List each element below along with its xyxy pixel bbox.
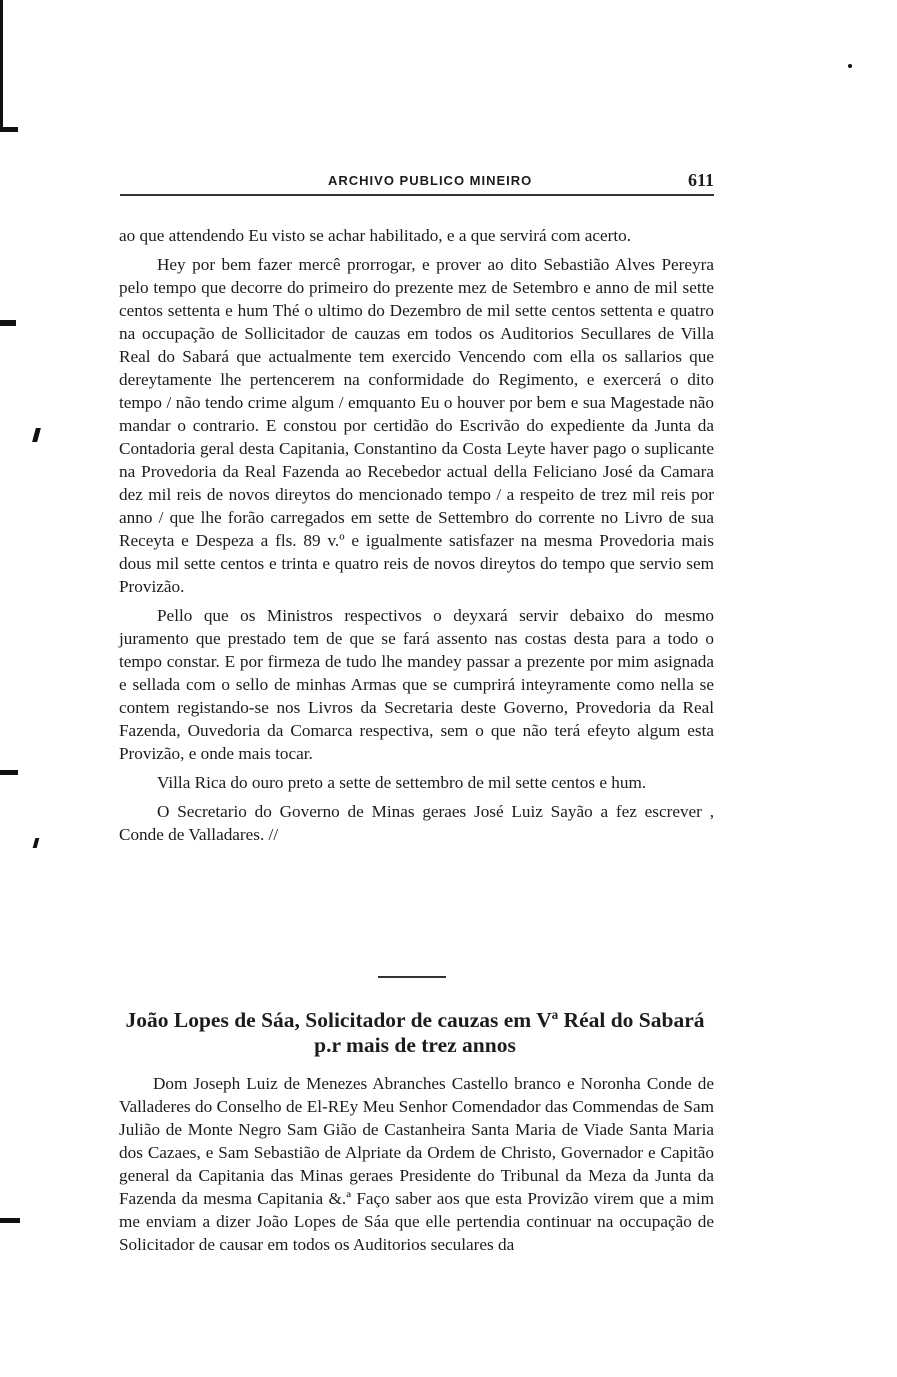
section-divider <box>378 976 446 978</box>
section-heading-line: João Lopes de Sáa, Solicitador de cauzas em Vª Réal do Sabará <box>125 1008 705 1032</box>
running-header <box>120 170 714 196</box>
paragraph: ao que attendendo Eu visto se achar habilitado, e a que servirá com acerto. <box>119 226 632 245</box>
scan-margin-tab <box>0 127 18 132</box>
paragraph: Pello que os Ministros respectivos o deyxará servir debaixo do mesmo juramento que prestado tem de que se fará assento nas costas desta para a todo o tempo constar. E por firmeza de tudo lhe mandey passar a prezente por mim asignada e sellada com o sello de minhas Armas que se cumprirá inteyramente como nella se contem registando-se nos Livros da Secretaria deste Governo, Provedoria da Real Fazenda, Ouvedoria da Comarca respectiva, sem o que não terá efeyto algum esta Provizão, e onde mais tocar. <box>119 606 714 763</box>
paragraph: O Secretario do Governo de Minas geraes José Luiz Sayão a fez escrever , Conde de Valladares. // <box>119 802 714 844</box>
paragraph: Dom Joseph Luiz de Menezes Abranches Castello branco e Noronha Conde de Valladeres do Conselho de El-REy Meu Senhor Comendador das Commendas de Sam Julião de Monte Negro Sam Gião de Castanheira Santa Maria de Viade Santa Maria dos Cazaes, e Sam Sebastião de Alpriate da Ordem de Christo, Governador e Capitão general da Capitania das Minas geraes Presidente do Tribunal da Meza da Junta da Fazenda da mesma Capitania &.ª Faço saber aos que esta Provizão virem que a mim me enviam a dizer João Lopes de Sáa que elle pertendia continuar na occupação de Solicitador de causar em todos os Auditorios seculares da <box>119 1074 714 1254</box>
page-number: 611 <box>687 170 714 190</box>
running-title: ARCHIVO PUBLICO MINEIRO <box>328 173 533 188</box>
margin-annotation-mark <box>33 838 40 848</box>
scan-margin-tab <box>0 1218 20 1223</box>
scan-speck <box>848 64 852 68</box>
section-heading-line: p.r mais de trez annos <box>314 1033 516 1057</box>
section-heading <box>100 1008 730 1058</box>
scan-margin-line <box>0 0 3 128</box>
section-body <box>119 1072 714 1256</box>
body-text <box>119 224 714 852</box>
margin-annotation-mark <box>32 428 41 442</box>
scan-margin-tab <box>0 770 18 775</box>
scan-margin-tab <box>0 320 16 326</box>
paragraph: Villa Rica do ouro preto a sette de settembro de mil sette centos e hum. <box>157 773 647 792</box>
paragraph: Hey por bem fazer mercê prorrogar, e prover ao dito Sebastião Alves Pereyra pelo tempo que decorre do primeiro do prezente mez de Setembro e anno de mil sette centos settenta e hum Thé o ultimo do Dezembro de mil sette centos settenta e quatro na occupação de Sollicitador de cauzas em todos os Auditorios Secullares de Villa Real do Sabará que actualmente tem exercido Vencendo com ella os sallarios que dereytamente lhe pertencerem na conformidade do Regimento, e exercerá o dito tempo / não tendo crime algum / emquanto Eu o houver por bem e sua Magestade não mandar o contrario. E constou por certidão do Escrivão do expediente da Junta da Contadoria geral desta Capitania, Constantino da Costa Leyte haver pago o suplicante na Provedoria da Real Fazenda ao Recebedor actual della Feliciano José da Camara dez mil reis de novos direytos do mencionado tempo / a respeito de trez mil reis por anno / que lhe forão carregados em sette de Settembro do corrente no Livro de sua Receyta e Despeza a fls. 89 v.º e igualmente satisfazer na mesma Provedoria mais dous mil sette centos e trinta e quatro reis de novos direytos do tempo que servio sem Provizão. <box>119 255 714 596</box>
